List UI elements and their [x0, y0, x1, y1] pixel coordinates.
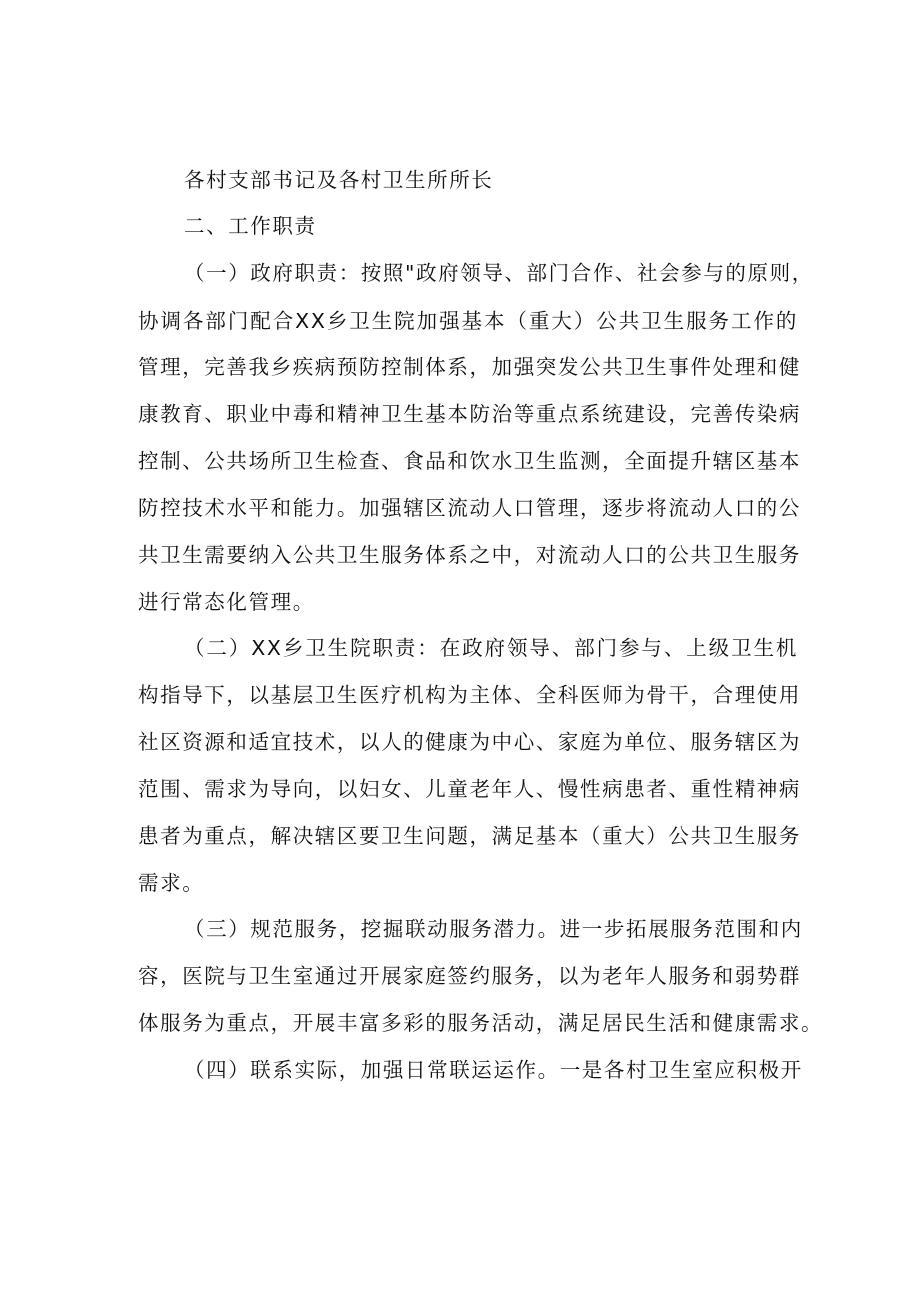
paragraph-line: （二）XX乡卫生院职责：在政府领导、部门参与、上级卫生机: [184, 636, 798, 660]
paragraph-line: 容，医院与卫生室通过开展家庭签约服务，以为老年人服务和弱势群: [138, 964, 801, 988]
paragraph-line: 康教育、职业中毒和精神卫生基本防治等重点系统建设，完善传染病: [138, 402, 801, 426]
paragraph-line: 体服务为重点，开展丰富多彩的服务活动，满足居民生活和健康需求。: [138, 1011, 824, 1035]
paragraph-line: （三）规范服务，挖掘联动服务潜力。进一步拓展服务范围和内: [184, 917, 803, 941]
recipient-line: 各村支部书记及各村卫生所所长: [184, 168, 494, 192]
paragraph-line: 协调各部门配合XX乡卫生院加强基本（重大）公共卫生服务工作的: [138, 309, 798, 333]
paragraph-line: 范围、需求为导向，以妇女、儿童老年人、慢性病患者、重性精神病: [138, 777, 801, 801]
paragraph-line: 控制、公共场所卫生检查、食品和饮水卫生监测，全面提升辖区基本: [138, 449, 801, 473]
paragraph-line: （一）政府职责：按照"政府领导、部门合作、社会参与的原则，: [184, 261, 814, 285]
paragraph-line: 管理，完善我乡疾病预防控制体系，加强突发公共卫生事件处理和健: [138, 355, 801, 379]
paragraph-line: 需求。: [138, 871, 205, 895]
paragraph-line: 社区资源和适宜技术，以人的健康为中心、家庭为单位、服务辖区为: [138, 730, 801, 754]
section-heading: 二、工作职责: [184, 214, 317, 238]
paragraph-line: 进行常态化管理。: [138, 590, 315, 614]
paragraph-line: 防控技术水平和能力。加强辖区流动人口管理，逐步将流动人口的公: [138, 496, 801, 520]
paragraph-line: 构指导下，以基层卫生医疗机构为主体、全科医师为骨干，合理使用: [138, 683, 801, 707]
paragraph-line: 患者为重点，解决辖区要卫生问题，满足基本（重大）公共卫生服务: [138, 824, 801, 848]
paragraph-line: （四）联系实际，加强日常联运运作。一是各村卫生室应积极开: [184, 1058, 803, 1082]
paragraph-line: 共卫生需要纳入公共卫生服务体系之中，对流动人口的公共卫生服务: [138, 543, 801, 567]
